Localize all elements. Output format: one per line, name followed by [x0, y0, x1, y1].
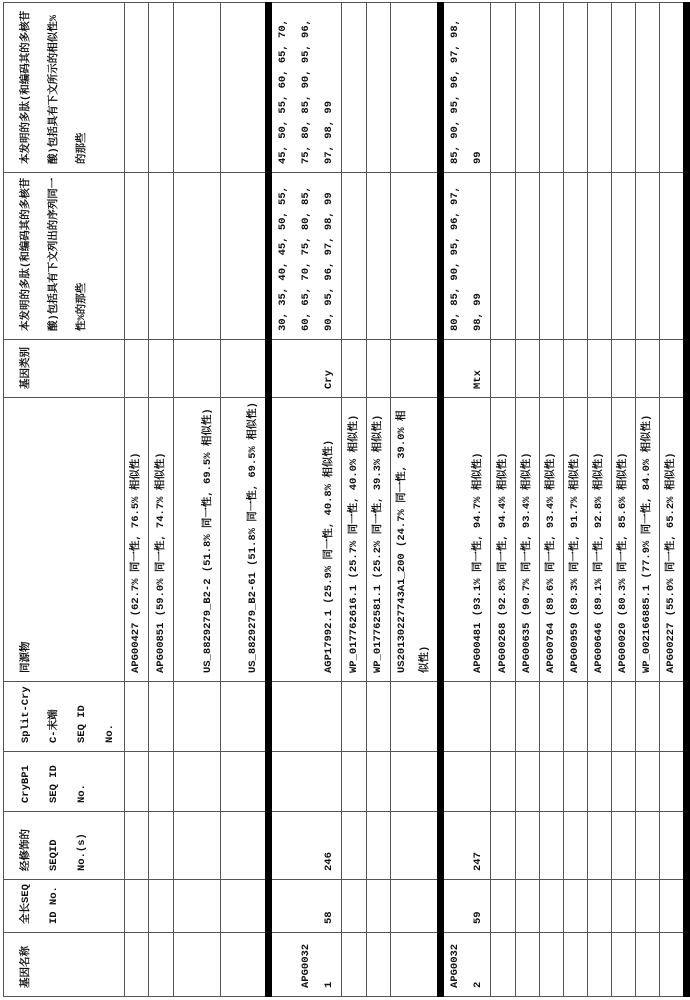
- modified-seq-id-cell: [540, 812, 564, 880]
- gene-name-cell: [441, 933, 491, 997]
- gene-class-cell: [174, 340, 221, 398]
- header-homologs: 同源物: [4, 398, 125, 682]
- identity-cell: [174, 173, 221, 340]
- gene-class-cell: [367, 340, 391, 398]
- gene-name: APG00322: [444, 938, 490, 988]
- full-length-seq-id-cell: [149, 880, 174, 933]
- modified-seq-id-cell: [516, 812, 540, 880]
- full-length-seq-id-cell: [342, 880, 367, 933]
- gene-name-cell: [342, 933, 367, 997]
- crybp1-seq-id-cell: [149, 752, 174, 812]
- modified-seq-id-cell: [660, 812, 687, 880]
- full-length-seq-id-cell: [564, 880, 588, 933]
- similarity-cell: [221, 3, 269, 173]
- gene-class-cell: [149, 340, 174, 398]
- homolog-cell: APG00646 (89.1% 同一性, 92.8% 相似性): [588, 398, 612, 682]
- homolog-table: [3, 2, 690, 997]
- homolog-cell: WP_017762581.1 (25.2% 同一性, 39.3% 相似性): [367, 398, 391, 682]
- similarity-cell: [491, 3, 516, 173]
- split-cry-seq-id-cell: [516, 682, 540, 752]
- homolog-cell: US_8829279_B2-61 (51.8% 同一性, 69.5% 相似性): [221, 398, 269, 682]
- gene-name-cell: [149, 933, 174, 997]
- crybp1-seq-id-cell: [367, 752, 391, 812]
- crybp1-seq-id-cell: [636, 752, 660, 812]
- table-row: [491, 3, 516, 997]
- homolog-cell: US_8829279_B2-2 (51.8% 同一性, 69.5% 相似性): [174, 398, 221, 682]
- similarity-cell: [149, 3, 174, 173]
- table-row: [391, 3, 441, 997]
- gene-name-cell: [660, 933, 687, 997]
- modified-seq-id-cell: [588, 812, 612, 880]
- homolog-cell: APG00481 (93.1% 同一性, 94.7% 相似性): [441, 398, 491, 682]
- identity-cell: [221, 173, 269, 340]
- header-gene-name: 基因名称: [4, 933, 125, 997]
- table-row: [342, 3, 367, 997]
- split-cry-seq-id-cell: [367, 682, 391, 752]
- split-cry-seq-id-cell: [540, 682, 564, 752]
- identity-cell: 30, 35, 40, 45, 50, 55, 60, 65, 70, 75, 80, 85, 90, 95, 96, 97, 98, 99: [269, 173, 342, 340]
- full-length-seq-id-cell: [391, 880, 441, 933]
- full-length-seq-id-cell: [367, 880, 391, 933]
- identity-cell: [516, 173, 540, 340]
- split-cry-seq-id-cell: [636, 682, 660, 752]
- gene-class-cell: [342, 340, 367, 398]
- table-row: [516, 3, 540, 997]
- gene-class-cell: [564, 340, 588, 398]
- similarity-cell: [516, 3, 540, 173]
- homolog-cell: APG00227 (55.0% 同一性, 65.2% 相似性): [660, 398, 687, 682]
- gene-name-cell: [636, 933, 660, 997]
- gene-class-cell: Mtx: [441, 340, 491, 398]
- modified-seq-id-cell: [149, 812, 174, 880]
- crybp1-seq-id-cell: [540, 752, 564, 812]
- identity-cell: [660, 173, 687, 340]
- gene-name-cell: [540, 933, 564, 997]
- crybp1-seq-id-cell: [269, 752, 342, 812]
- modified-seq-id-cell: [125, 812, 149, 880]
- header-full-length-seq-id: 全长SEQ ID No.: [4, 880, 125, 933]
- table-row: [540, 3, 564, 997]
- crybp1-seq-id-cell: [516, 752, 540, 812]
- split-cry-seq-id-cell: [149, 682, 174, 752]
- full-length-seq-id-cell: [516, 880, 540, 933]
- full-length-seq-id-cell: [491, 880, 516, 933]
- table-row: [660, 3, 687, 997]
- full-length-seq-id-cell: [660, 880, 687, 933]
- gene-name-cell: [269, 933, 342, 997]
- gene-name-cell: [391, 933, 441, 997]
- modified-seq-id-cell: [342, 812, 367, 880]
- table-row: [636, 3, 660, 997]
- gene-class-cell: [540, 340, 564, 398]
- table-row: [174, 3, 221, 997]
- gene-class-cell: [636, 340, 660, 398]
- split-cry-seq-id-cell: [588, 682, 612, 752]
- gene-class-cell: [491, 340, 516, 398]
- modified-seq-id-cell: [221, 812, 269, 880]
- header-modified-seq-id: 经修饰的SEQID No.(s): [4, 812, 125, 880]
- crybp1-seq-id-cell: [564, 752, 588, 812]
- identity-cell: [588, 173, 612, 340]
- split-cry-seq-id-cell: [564, 682, 588, 752]
- homolog-cell: APG00635 (90.7% 同一性, 93.4% 相似性): [516, 398, 540, 682]
- homolog-cell: APG00427 (62.7% 同一性, 76.5% 相似性): [125, 398, 149, 682]
- similarity-cell: 85, 90, 95, 96, 97, 98, 99: [441, 3, 491, 173]
- similarity-cell: [342, 3, 367, 173]
- gene-class-cell: [660, 340, 687, 398]
- modified-seq-id-cell: [174, 812, 221, 880]
- header-row: [4, 3, 125, 997]
- full-length-seq-id-cell: [612, 880, 636, 933]
- crybp1-seq-id-cell: [174, 752, 221, 812]
- homolog-cell: APG00764 (89.6% 同一性, 93.4% 相似性): [540, 398, 564, 682]
- modified-seq-id-cell: 246: [269, 812, 342, 880]
- homolog-cell: WP_002166885.1 (77.9% 同一性, 84.0% 相似性): [636, 398, 660, 682]
- identity-cell: [491, 173, 516, 340]
- gene-name-cell: [612, 933, 636, 997]
- similarity-cell: [174, 3, 221, 173]
- full-length-seq-id-cell: 59: [441, 880, 491, 933]
- header-split-cry-seq-id: Split-Cry C-末端 SEQ ID No.: [4, 682, 125, 752]
- similarity-cell: [612, 3, 636, 173]
- crybp1-seq-id-cell: [660, 752, 687, 812]
- rotated-table-page: [0, 0, 666, 1000]
- gene-class-cell: [125, 340, 149, 398]
- identity-cell: 80, 85, 90, 95, 96, 97, 98, 99: [441, 173, 491, 340]
- gene-name-cell: [588, 933, 612, 997]
- modified-seq-id-cell: [367, 812, 391, 880]
- table-row: [588, 3, 612, 997]
- modified-seq-id-cell: [636, 812, 660, 880]
- split-cry-seq-id-cell: [660, 682, 687, 752]
- homolog-cell: WP_017762616.1 (25.7% 同一性, 40.0% 相似性): [342, 398, 367, 682]
- header-gene-class: 基因类别: [4, 340, 125, 398]
- modified-seq-id-cell: [564, 812, 588, 880]
- identity-cell: [564, 173, 588, 340]
- full-length-seq-id-cell: 58: [269, 880, 342, 933]
- homolog-cell: APG00020 (80.3% 同一性, 85.6% 相似性): [612, 398, 636, 682]
- table-row: [564, 3, 588, 997]
- table-row: [612, 3, 636, 997]
- similarity-cell: [540, 3, 564, 173]
- similarity-cell: [125, 3, 149, 173]
- full-length-seq-id-cell: [125, 880, 149, 933]
- homolog-cell: US20130227743A1_200 (24.7% 同一性, 39.0% 相似性): [391, 398, 441, 682]
- split-cry-seq-id-cell: [174, 682, 221, 752]
- gene-name-cell: [491, 933, 516, 997]
- homolog-cell: APG00959 (89.3% 同一性, 91.7% 相似性): [564, 398, 588, 682]
- homolog-cell: APG00851 (59.0% 同一性, 74.7% 相似性): [149, 398, 174, 682]
- gene-name-cell: [174, 933, 221, 997]
- gene-name-cell: [221, 933, 269, 997]
- crybp1-seq-id-cell: [391, 752, 441, 812]
- similarity-cell: [588, 3, 612, 173]
- gene-class-cell: [391, 340, 441, 398]
- gene-class-cell: [588, 340, 612, 398]
- full-length-seq-id-cell: [636, 880, 660, 933]
- split-cry-seq-id-cell: [612, 682, 636, 752]
- similarity-cell: [660, 3, 687, 173]
- gene-class-cell: [612, 340, 636, 398]
- table-row: [149, 3, 174, 997]
- gene-name-cell: [367, 933, 391, 997]
- similarity-cell: [636, 3, 660, 173]
- table-row: [221, 3, 269, 997]
- crybp1-seq-id-cell: [588, 752, 612, 812]
- table-row: [269, 3, 342, 997]
- similarity-cell: [391, 3, 441, 173]
- full-length-seq-id-cell: [221, 880, 269, 933]
- split-cry-seq-id-cell: [391, 682, 441, 752]
- modified-seq-id-cell: 247: [441, 812, 491, 880]
- gene-class-cell: Cry: [269, 340, 342, 398]
- crybp1-seq-id-cell: [491, 752, 516, 812]
- gene-name-cell: [125, 933, 149, 997]
- header-crybp1-seq-id: CryBP1 SEQ ID No.: [4, 752, 125, 812]
- header-similarity: 本发明的多肽(和编码其的多核苷酸)包括具有下文所示的相似性%的那些: [4, 3, 125, 173]
- gene-name: APG00321: [295, 938, 341, 988]
- table-row: [441, 3, 491, 997]
- table-body: [125, 3, 687, 997]
- identity-cell: [612, 173, 636, 340]
- identity-cell: [391, 173, 441, 340]
- identity-cell: [540, 173, 564, 340]
- identity-cell: [367, 173, 391, 340]
- gene-class-cell: [516, 340, 540, 398]
- full-length-seq-id-cell: [540, 880, 564, 933]
- split-cry-seq-id-cell: [125, 682, 149, 752]
- split-cry-seq-id-cell: [221, 682, 269, 752]
- similarity-cell: 45, 50, 55, 60, 65, 70, 75, 80, 85, 90, 95, 96, 97, 98, 99: [269, 3, 342, 173]
- gene-class-cell: [221, 340, 269, 398]
- header-identity: 本发明的多肽(和编码其的多核苷酸)包括具有下文列出的序列同一性%的那些: [4, 173, 125, 340]
- crybp1-seq-id-cell: [612, 752, 636, 812]
- similarity-cell: [367, 3, 391, 173]
- modified-seq-id-cell: [491, 812, 516, 880]
- table-row: [367, 3, 391, 997]
- crybp1-seq-id-cell: [342, 752, 367, 812]
- modified-seq-id-cell: [391, 812, 441, 880]
- table-row: [125, 3, 149, 997]
- split-cry-seq-id-cell: [441, 682, 491, 752]
- gene-name-cell: [564, 933, 588, 997]
- identity-cell: [125, 173, 149, 340]
- gene-name-cell: [516, 933, 540, 997]
- identity-cell: [342, 173, 367, 340]
- crybp1-seq-id-cell: [441, 752, 491, 812]
- crybp1-seq-id-cell: [125, 752, 149, 812]
- split-cry-seq-id-cell: [491, 682, 516, 752]
- split-cry-seq-id-cell: [342, 682, 367, 752]
- full-length-seq-id-cell: [588, 880, 612, 933]
- split-cry-seq-id-cell: [269, 682, 342, 752]
- identity-cell: [636, 173, 660, 340]
- modified-seq-id-cell: [612, 812, 636, 880]
- homolog-cell: AGP17992.1 (25.9% 同一性, 40.8% 相似性): [269, 398, 342, 682]
- crybp1-seq-id-cell: [221, 752, 269, 812]
- homolog-cell: APG00268 (92.8% 同一性, 94.4% 相似性): [491, 398, 516, 682]
- identity-cell: [149, 173, 174, 340]
- similarity-cell: [564, 3, 588, 173]
- full-length-seq-id-cell: [174, 880, 221, 933]
